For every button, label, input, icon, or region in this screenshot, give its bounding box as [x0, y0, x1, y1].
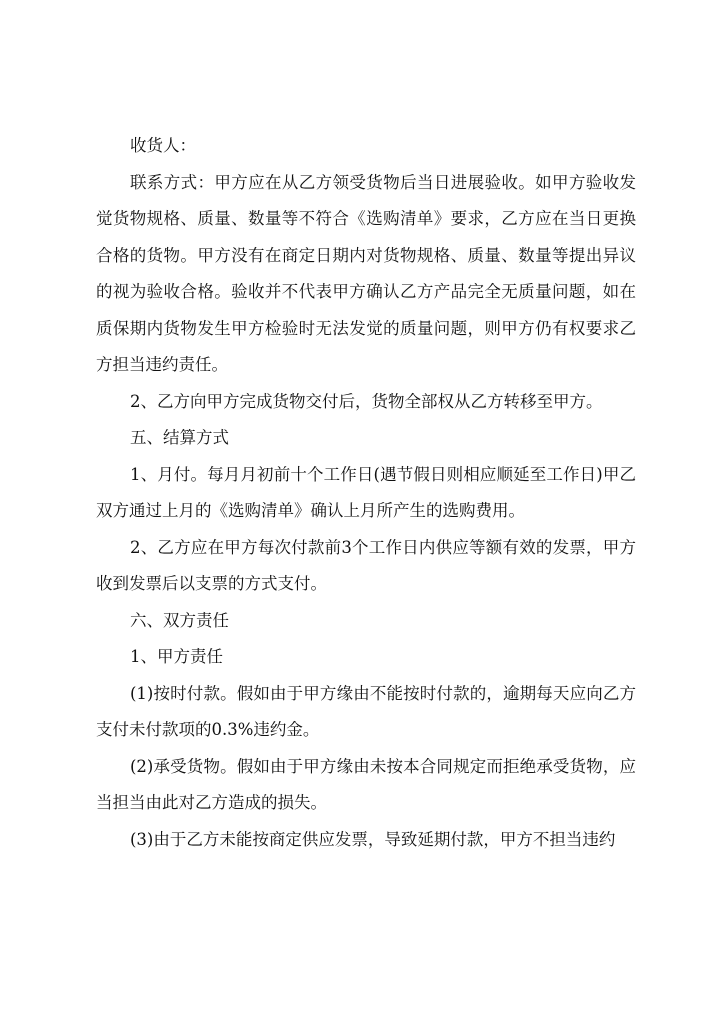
- paragraph-invoice: 2、乙方应在甲方每次付款前3个工作日内供应等额有效的发票，甲方收到发票后以支票的方式支付。: [96, 537, 636, 593]
- paragraph-timely-payment: (1)按时付款。假如由于甲方缘由不能按时付款的，逾期每天应向乙方支付未付款项的0.3%违约金。: [96, 683, 636, 739]
- paragraph-invoice-delay: (3)由于乙方未能按商定供应发票，导致延期付款，甲方不担当违约: [130, 829, 616, 849]
- paragraph-accept-goods: (2)承受货物。假如由于甲方缘由未按本合同规定而拒绝承受货物，应当担当由此对乙方造成的损失。: [96, 756, 636, 812]
- paragraph-consignee: 收货人：: [130, 136, 196, 155]
- paragraph-ownership-transfer: 2、乙方向甲方完成货物交付后，货物全部权从乙方转移至甲方。: [130, 391, 603, 411]
- paragraph-monthly-payment: 1、月付。每月月初前十个工作日(遇节假日则相应顺延至工作日)甲乙双方通过上月的《选购清单》确认上月所产生的选购费用。: [96, 464, 636, 520]
- section-heading-responsibilities: 六、双方责任: [130, 610, 229, 630]
- paragraph-contact-method: 联系方式：甲方应在从乙方领受货物后当日进展验收。如甲方验收发觉货物规格、质量、数量等不符合《选购清单》要求，乙方应在当日更换合格的货物。甲方没有在商定日期内对货物规格、质量、数量等提出异议的视为验收合格。验收并不代表甲方确认乙方产品完全无质量问题，如在质保期内货物发生甲方检验时无法发觉的质量问题，则甲方仍有权要求乙方担当违约责任。: [96, 172, 636, 374]
- section-heading-settlement: 五、结算方式: [130, 428, 229, 447]
- subheading-party-a-responsibility: 1、甲方责任: [130, 647, 223, 666]
- document-body: [96, 128, 636, 858]
